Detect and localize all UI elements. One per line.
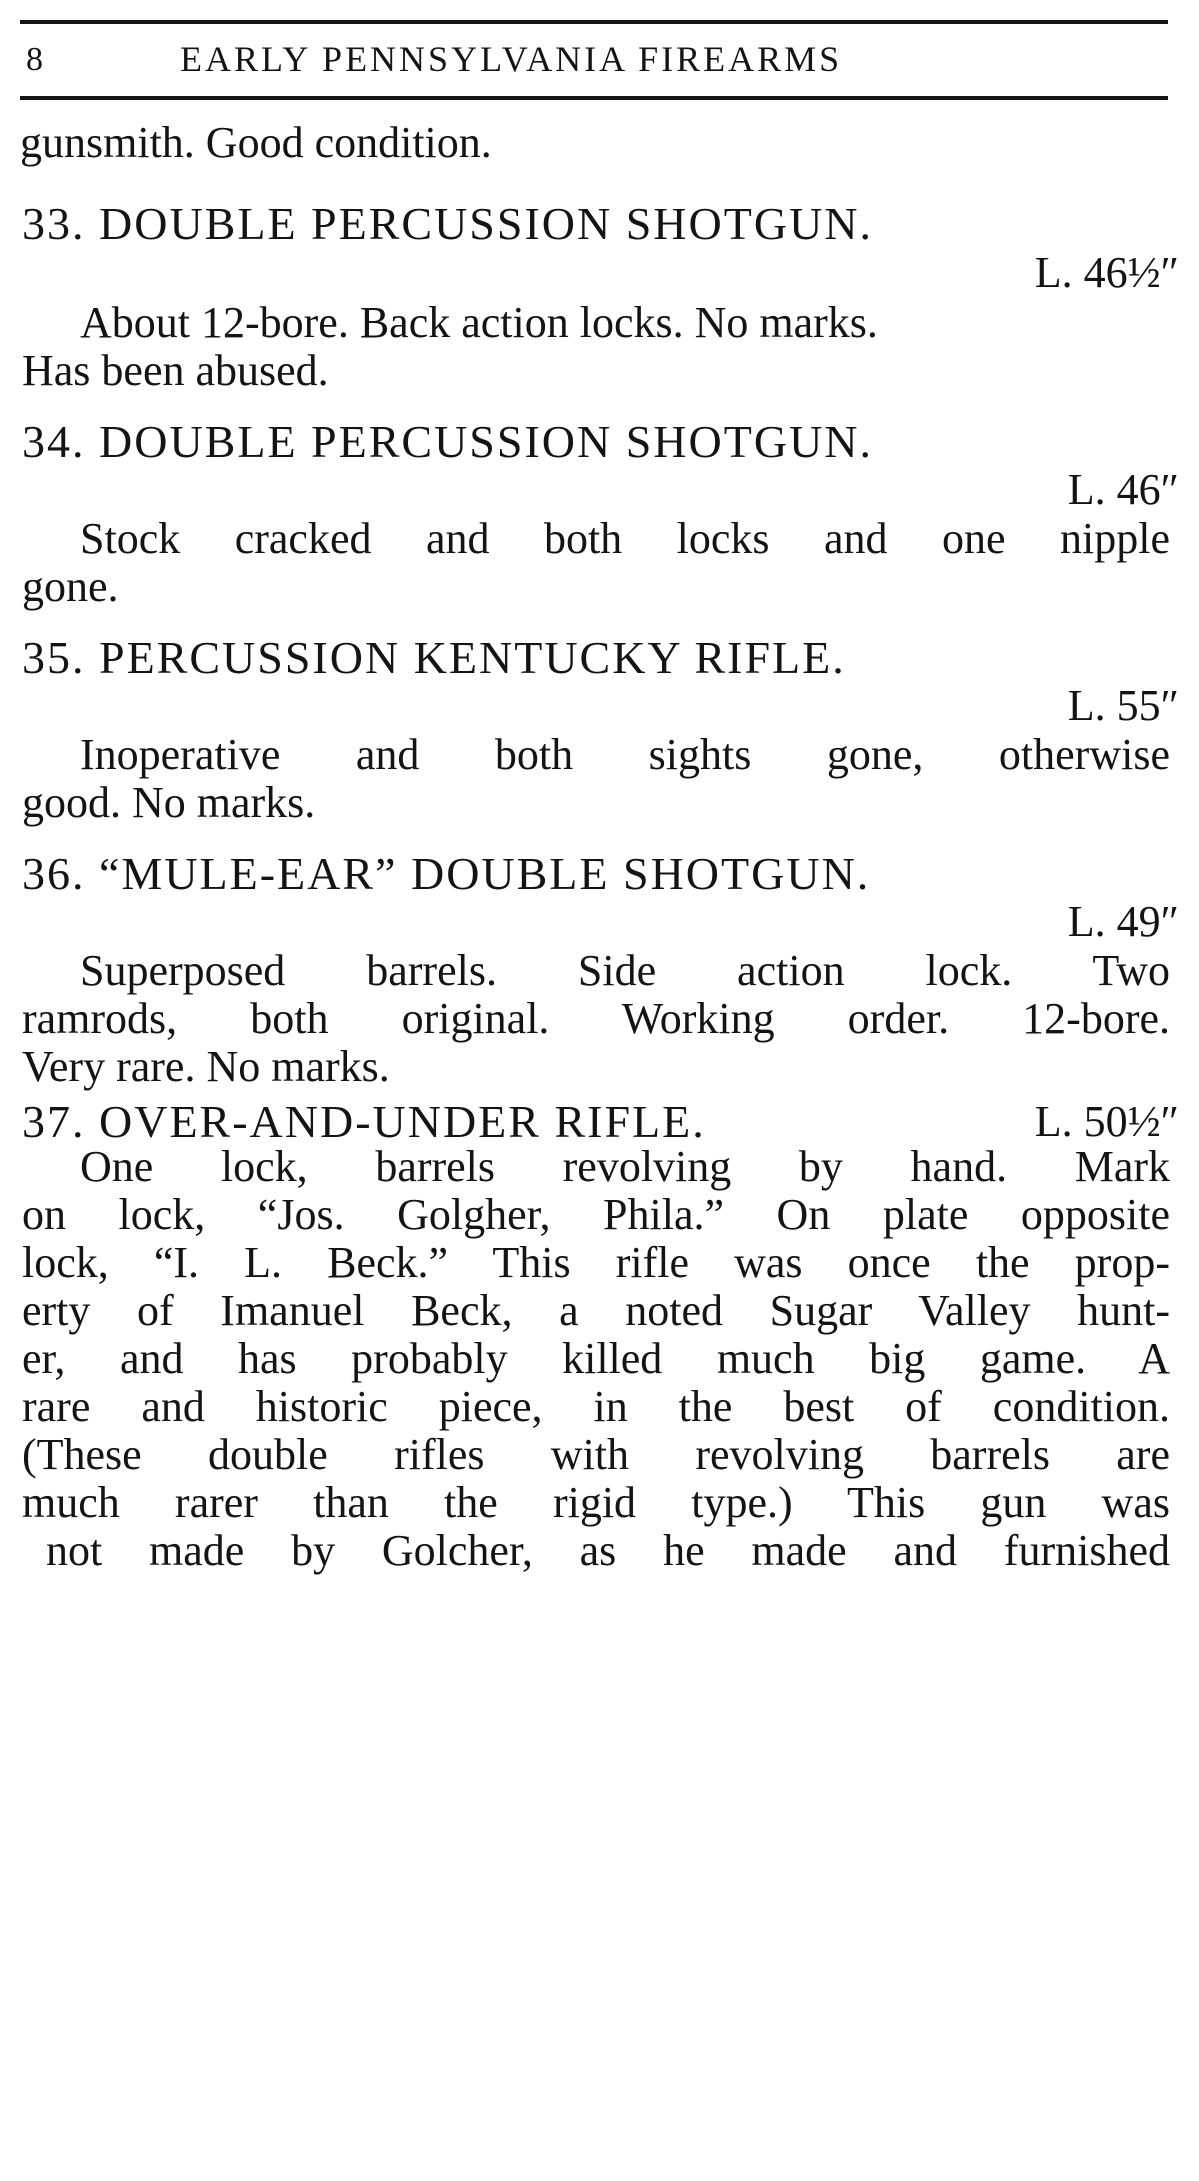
entry-35-line-1: Inoperative and both sights gone, otherwise	[80, 730, 1170, 779]
entry-33-line-2: Has been abused.	[22, 346, 329, 395]
entry-35-line-2: good. No marks.	[22, 778, 316, 827]
entry-35-heading: 35. PERCUSSION KENTUCKY RIFLE.	[22, 632, 846, 683]
entry-37-line-1: One lock, barrels revolving by hand. Mark	[80, 1142, 1170, 1191]
continuation-line: gunsmith. Good condition.	[20, 118, 492, 167]
entry-37-length: L. 50½″	[1034, 1097, 1179, 1146]
entry-37-line-3: lock, “I. L. Beck.” This rifle was once the prop-	[22, 1238, 1170, 1287]
entry-36-heading: 36. “MULE-EAR” DOUBLE SHOTGUN.	[22, 848, 871, 899]
entry-37-line-6: rare and historic piece, in the best of condition.	[22, 1382, 1170, 1431]
entry-36-length: L. 49″	[1067, 897, 1179, 946]
entry-37-line-2: on lock, “Jos. Golgher, Phila.” On plate opposite	[22, 1190, 1170, 1239]
header-rule-top	[20, 20, 1168, 24]
page-header	[20, 20, 1168, 100]
entry-34-length: L. 46″	[1067, 465, 1179, 514]
entry-36-line-3: Very rare. No marks.	[22, 1042, 390, 1091]
entry-37-line-7: (These double rifles with revolving barrels are	[22, 1430, 1170, 1479]
entry-37-line-5: er, and has probably killed much big game. A	[22, 1334, 1170, 1383]
page-number: 8	[26, 41, 43, 78]
entry-35-length: L. 55″	[1067, 681, 1179, 730]
entry-34-line-2: gone.	[22, 562, 119, 611]
running-title: EARLY PENNSYLVANIA FIREARMS	[180, 39, 843, 79]
entry-37-line-8: much rarer than the rigid type.) This gun was	[22, 1478, 1170, 1527]
entry-34-heading: 34. DOUBLE PERCUSSION SHOTGUN.	[22, 416, 874, 467]
entry-36-line-2: ramrods, both original. Working order. 12-bore.	[22, 994, 1170, 1043]
entry-36-line-1: Superposed barrels. Side action lock. Two	[80, 946, 1170, 995]
entry-34-line-1: Stock cracked and both locks and one nipple	[80, 514, 1170, 563]
entry-33-line-1: About 12-bore. Back action locks. No marks.	[80, 298, 878, 347]
entry-33-heading: 33. DOUBLE PERCUSSION SHOTGUN.	[22, 198, 874, 249]
entry-37-line-4: erty of Imanuel Beck, a noted Sugar Valley hunt-	[22, 1286, 1170, 1335]
entry-37-line-9: not made by Golcher, as he made and furnished	[46, 1526, 1170, 1575]
entry-37-heading: 37. OVER-AND-UNDER RIFLE.	[22, 1096, 706, 1147]
entry-33-length: L. 46½″	[1034, 248, 1179, 297]
header-rule-bottom	[20, 96, 1168, 100]
